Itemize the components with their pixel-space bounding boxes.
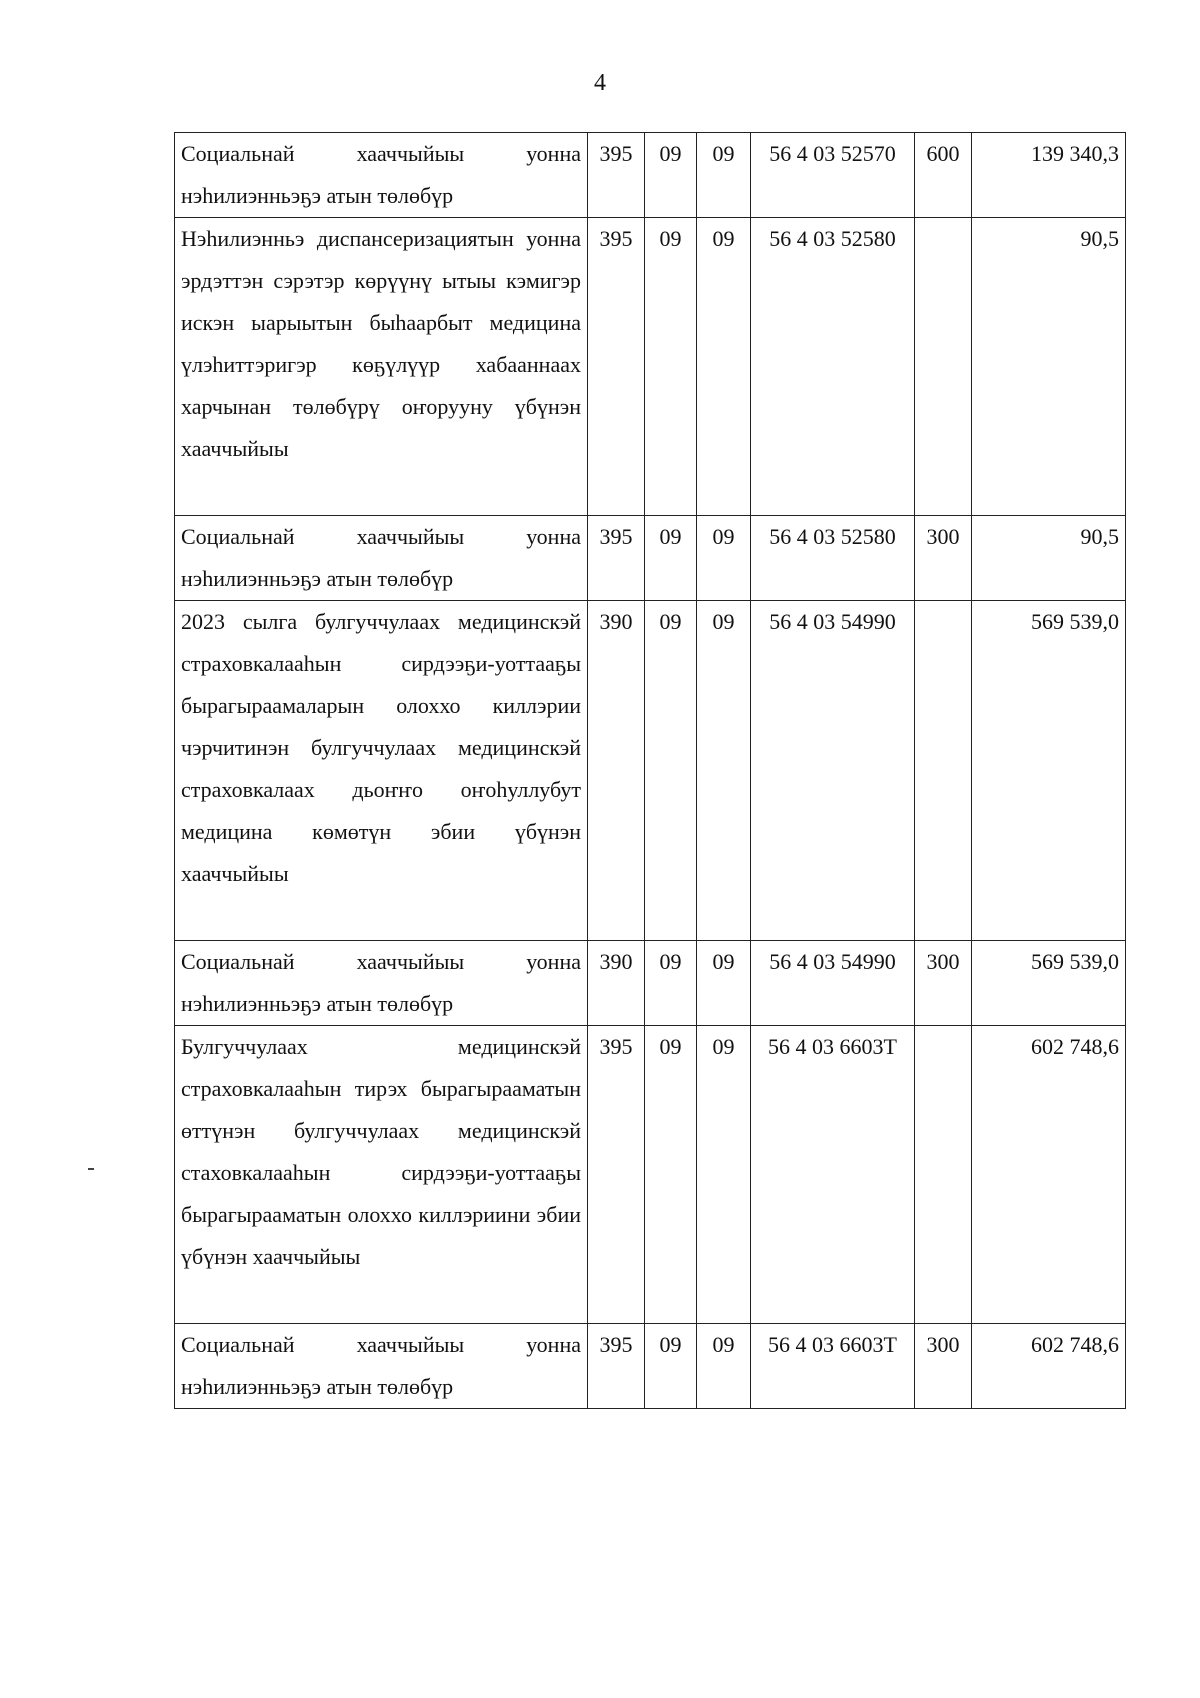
row-target-code: 56 4 03 52570 — [751, 133, 915, 218]
table-row — [175, 601, 1126, 941]
row-section-code: 09 — [645, 601, 697, 941]
row-subsection-code: 09 — [697, 133, 751, 218]
row-amount: 602 748,6 — [972, 1324, 1126, 1409]
row-target-code: 56 4 03 54990 — [751, 601, 915, 941]
row-amount: 90,5 — [972, 516, 1126, 601]
row-section-code: 09 — [645, 516, 697, 601]
row-ministry-code: 395 — [588, 516, 645, 601]
table-row — [175, 133, 1126, 218]
table-row — [175, 1026, 1126, 1324]
row-target-code: 56 4 03 52580 — [751, 516, 915, 601]
row-target-code: 56 4 03 52580 — [751, 218, 915, 516]
row-expense-type: 300 — [915, 941, 972, 1026]
table-row — [175, 941, 1126, 1026]
row-ministry-code: 395 — [588, 218, 645, 516]
table-row — [175, 516, 1126, 601]
row-subsection-code: 09 — [697, 601, 751, 941]
row-name: Социальнай хааччыйыы уонна нэhилиэнньэҕэ атын төлөбүр — [175, 516, 588, 601]
row-subsection-code: 09 — [697, 1324, 751, 1409]
row-name: Социальнай хааччыйыы уонна нэhилиэнньэҕэ атын төлөбүр — [175, 1324, 588, 1409]
row-subsection-code: 09 — [697, 218, 751, 516]
row-name: Булгуччулаах медицинскэй страховкалааhын тирэх бырагырааматын өттүнэн булгуччулаах медицинскэй стаховкалааhын сирдээҕи-уоттааҕы бырагырааматын олоххо киллэриини эбии үбүнэн хааччыйыы — [175, 1026, 588, 1324]
row-section-code: 09 — [645, 941, 697, 1026]
row-ministry-code: 395 — [588, 1026, 645, 1324]
margin-mark — [88, 1168, 94, 1170]
row-section-code: 09 — [645, 1324, 697, 1409]
row-name: Нэhилиэнньэ диспансеризациятын уонна эрдэттэн сэрэтэр көрүүнү ытыы кэмигэр искэн ыарыытын быhаарбыт медицина үлэhиттэригэр көҕүлүүр хабааннаах харчынан төлөбүрү оҥорууну үбүнэн хааччыйыы — [175, 218, 588, 516]
row-amount: 569 539,0 — [972, 601, 1126, 941]
page-number: 4 — [594, 70, 606, 96]
row-expense-type — [915, 601, 972, 941]
row-name: Социальнай хааччыйыы уонна нэhилиэнньэҕэ атын төлөбүр — [175, 941, 588, 1026]
row-amount: 602 748,6 — [972, 1026, 1126, 1324]
row-expense-type — [915, 1026, 972, 1324]
row-subsection-code: 09 — [697, 516, 751, 601]
row-ministry-code: 390 — [588, 941, 645, 1026]
row-expense-type: 300 — [915, 1324, 972, 1409]
row-section-code: 09 — [645, 133, 697, 218]
row-ministry-code: 390 — [588, 601, 645, 941]
row-ministry-code: 395 — [588, 133, 645, 218]
row-amount: 569 539,0 — [972, 941, 1126, 1026]
table-row — [175, 218, 1126, 516]
row-target-code: 56 4 03 6603Т — [751, 1026, 915, 1324]
budget-table — [174, 132, 1126, 1409]
row-amount: 90,5 — [972, 218, 1126, 516]
row-expense-type: 600 — [915, 133, 972, 218]
row-name: Социальнай хааччыйыы уонна нэhилиэнньэҕэ атын төлөбүр — [175, 133, 588, 218]
row-section-code: 09 — [645, 218, 697, 516]
row-ministry-code: 395 — [588, 1324, 645, 1409]
row-expense-type — [915, 218, 972, 516]
row-subsection-code: 09 — [697, 1026, 751, 1324]
row-target-code: 56 4 03 54990 — [751, 941, 915, 1026]
row-expense-type: 300 — [915, 516, 972, 601]
row-target-code: 56 4 03 6603Т — [751, 1324, 915, 1409]
table-row — [175, 1324, 1126, 1409]
row-section-code: 09 — [645, 1026, 697, 1324]
row-amount: 139 340,3 — [972, 133, 1126, 218]
row-subsection-code: 09 — [697, 941, 751, 1026]
row-name: 2023 сылга булгуччулаах медицинскэй страховкалааhын сирдээҕи-уоттааҕы бырагыраамаларын олоххо киллэрии чэрчитинэн булгуччулаах медицинскэй страховкалаах дьоҥҥо оҥоhуллубут медицина көмөтүн эбии үбүнэн хааччыйыы — [175, 601, 588, 941]
